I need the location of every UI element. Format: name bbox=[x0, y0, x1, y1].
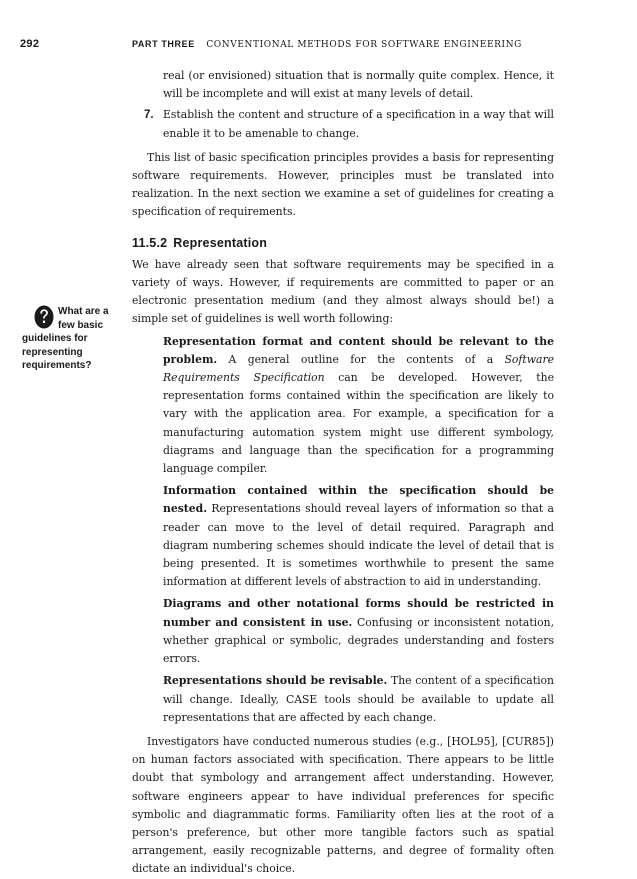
guideline-lead: Diagrams and other notational forms should be restricted in number and consistent in use. bbox=[163, 597, 554, 629]
guideline-italic: Software Requirements Specification bbox=[163, 352, 554, 385]
body-paragraph: We have already seen that software requirements may be specified in a variety of ways. However, if requirements are committed to paper or an electronic presentation medium (and they almost always should be!) a simple set of guidelines is well worth following: bbox=[132, 257, 554, 326]
list-item-7 bbox=[132, 106, 554, 142]
guideline-text: A general outline for the contents of a bbox=[217, 352, 505, 366]
guideline-text: can be developed. However, the representation forms contained within the specification are likely to vary with the application area. For example, a specification for a manufacturing automation system might use different symbology, diagrams and language than the specification for a programming language compiler. bbox=[163, 371, 554, 476]
list-item-text: Establish the content and structure of a specification in a way that will enable it to be amenable to change. bbox=[163, 108, 554, 140]
guideline-item bbox=[132, 595, 554, 668]
list-item-number: 7. bbox=[144, 109, 154, 122]
margin-note bbox=[22, 305, 122, 373]
guideline-text: Representations should reveal layers of information so that a reader can move to the level of detail required. Paragraph and diagram numbering schemes should indicate the level of detail that is being presented. It is sometimes worthwhile to present the same information at different levels of abstraction to aid in understanding. bbox=[163, 502, 554, 589]
part-label: PART THREE bbox=[132, 39, 195, 49]
guideline-item bbox=[132, 482, 554, 591]
margin-note-line: few basic bbox=[58, 319, 104, 331]
section-number: 11.5.2 bbox=[132, 235, 168, 250]
guideline-lead: Information contained within the specification should be nested. bbox=[163, 484, 554, 516]
guideline-item bbox=[132, 672, 554, 727]
section-heading bbox=[132, 234, 554, 252]
running-title bbox=[132, 39, 522, 50]
guideline-text: The content of a specification will change. Ideally, CASE tools should be available to update all representations that are affected by each change. bbox=[163, 674, 554, 724]
question-mark-icon bbox=[34, 305, 54, 329]
body-paragraph: Investigators have conducted numerous studies (e.g., [HOL95], [CUR85]) on human factors associated with specification. There appears to be little doubt that symbology and arrangement affect understanding. However, software engineers appear to have individual preferences for specific symbolic and diagrammatic forms. Familiarity often lies at the root of a person's preference, but other more tangible factors such as spatial arrangement, easily recognizable patterns, and degree of formality often dictate an individual's choice. bbox=[132, 734, 554, 876]
guideline-lead: Representation format and content should be relevant to the problem. bbox=[163, 334, 554, 366]
margin-note-line: requirements? bbox=[22, 360, 92, 371]
continued-item-text: real (or envisioned) situation that is normally quite complex. Hence, it will be incomplete and will exist at many levels of detail. bbox=[163, 69, 554, 101]
guideline-item bbox=[132, 333, 554, 479]
guideline-lead: Representations should be revisable. bbox=[163, 674, 388, 688]
page-number: 292 bbox=[20, 38, 40, 50]
margin-note-line: representing bbox=[22, 346, 83, 358]
margin-note-line: What are a bbox=[58, 306, 109, 317]
main-column bbox=[132, 67, 554, 879]
running-header bbox=[20, 38, 620, 54]
chapter-title: CONVENTIONAL METHODS FOR SOFTWARE ENGINEERING bbox=[206, 40, 522, 50]
body-paragraph: This list of basic specification principles provides a basis for representing software requirements. However, principles must be translated into realization. In the next section we examine a set of guidelines for creating a specification of requirements. bbox=[132, 150, 554, 219]
section-title: Representation bbox=[173, 235, 268, 250]
guideline-text: Confusing or inconsistent notation, whether graphical or symbolic, degrades understanding and fosters errors. bbox=[163, 615, 554, 666]
margin-note-line: guidelines for bbox=[22, 333, 88, 344]
